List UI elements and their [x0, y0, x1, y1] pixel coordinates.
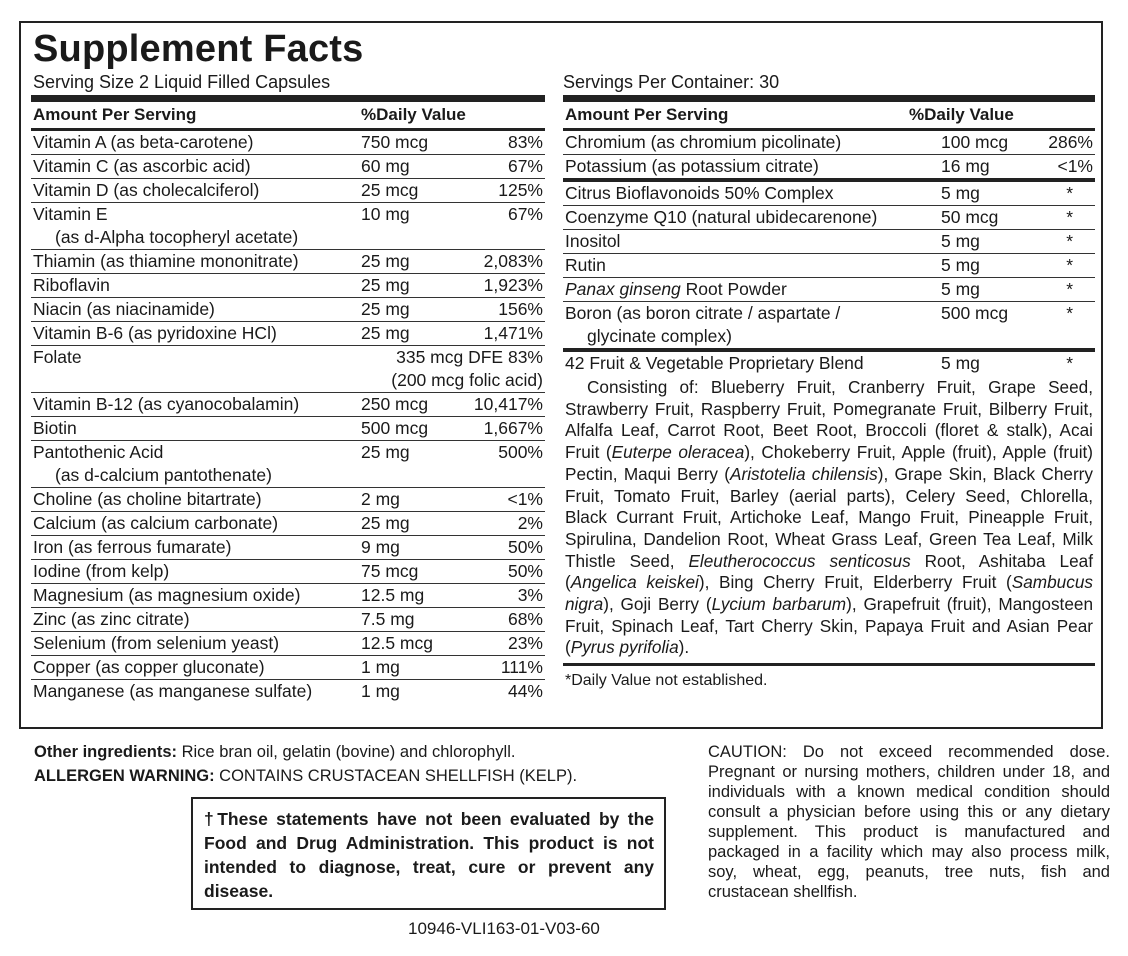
nutrient-amount: 25 mg	[361, 442, 410, 462]
latin-name: Panax ginseng	[565, 279, 681, 299]
thick-divider	[563, 95, 1095, 102]
nutrient-row	[31, 680, 545, 703]
nutrient-name: Folate	[33, 347, 82, 367]
nutrient-row	[563, 131, 1095, 155]
nutrient-amount: 60 mg	[361, 156, 410, 176]
thick-divider	[31, 95, 545, 102]
nutrient-name: Coenzyme Q10 (natural ubidecarenone)	[565, 207, 878, 227]
nutrient-name: Iodine (from kelp)	[33, 561, 170, 581]
nutrient-name	[563, 278, 1095, 301]
nutrient-daily-value: 500%	[498, 442, 543, 462]
nutrient-amount: 750 mcg	[361, 132, 429, 152]
blend-text: Consisting of: Blueberry Fruit, Cranberry Fruit, Grape Seed, Strawberry Fruit, Raspberry Fruit, Pomegranate Fruit, Bilberry Fruit, Alfalfa Leaf, Carrot Root, Beet Root, Broccoli (floret & stalk), Acai Fruit (	[565, 377, 1093, 463]
other-ingredients-label: Other ingredients:	[34, 743, 178, 761]
allergen-warning-text: CONTAINS CRUSTACEAN SHELLFISH (KELP).	[214, 767, 578, 785]
nutrient-row	[31, 346, 545, 393]
nutrient-row	[31, 512, 545, 536]
nutrient-amount: 335 mcg DFE 83%	[396, 347, 543, 367]
nutrient-name: Manganese (as manganese sulfate)	[33, 681, 313, 701]
nutrient-amount: 5 mg	[941, 231, 980, 251]
nutrient-amount: 500 mcg	[941, 303, 1009, 323]
nutrient-daily-value: *	[1066, 303, 1073, 323]
nutrient-name: Boron (as boron citrate / aspartate /	[565, 303, 841, 323]
nutrient-row	[31, 179, 545, 203]
nutrient-row	[31, 656, 545, 680]
nutrient-row	[563, 182, 1095, 206]
daily-value-footnote: *Daily Value not established.	[565, 672, 768, 690]
nutrient-daily-value: 44%	[507, 681, 543, 701]
nutrient-amount: 5 mg	[941, 183, 980, 203]
nutrient-daily-value: <1%	[507, 489, 543, 509]
nutrient-detail: (200 mcg folic acid)	[391, 370, 543, 390]
nutrient-daily-value: 67%	[507, 204, 543, 224]
nutrient-name: Iron (as ferrous fumarate)	[33, 537, 232, 557]
nutrient-daily-value: 50%	[507, 537, 543, 557]
proprietary-blend-ingredients	[563, 375, 1095, 666]
nutrient-name: Citrus Bioflavonoids 50% Complex	[565, 183, 834, 203]
nutrient-daily-value: 3%	[517, 585, 543, 605]
nutrient-amount: 25 mg	[361, 513, 410, 533]
nutrient-amount: 50 mcg	[941, 207, 999, 227]
nutrient-daily-value: *	[1066, 353, 1073, 373]
nutrient-name: Biotin	[33, 418, 77, 438]
nutrient-name: Magnesium (as magnesium oxide)	[33, 585, 301, 605]
nutrient-row	[563, 155, 1095, 182]
nutrient-amount: 10 mg	[361, 204, 410, 224]
daily-value-heading: %Daily Value	[361, 105, 466, 124]
nutrient-daily-value: <1%	[1057, 156, 1093, 176]
allergen-warning-label: ALLERGEN WARNING:	[34, 767, 215, 785]
blend-latin-name: Angelica keiskei	[570, 572, 699, 593]
blend-latin-name: Pyrus pyrifolia	[570, 637, 679, 658]
nutrient-daily-value: *	[1066, 255, 1073, 275]
serving-size: Serving Size 2 Liquid Filled Capsules	[33, 72, 331, 92]
nutrient-name: Vitamin C (as ascorbic acid)	[33, 156, 251, 176]
nutrient-row	[31, 322, 545, 346]
nutrient-name: Thiamin (as thiamine mononitrate)	[33, 251, 299, 271]
nutrient-name: Vitamin E	[33, 204, 108, 224]
blend-text: ), Goji Berry (	[603, 594, 712, 615]
nutrient-row	[31, 417, 545, 441]
blend-text: ), Grapefruit (fruit), Mangosteen Fruit, Spinach Leaf, Tart Cherry Skin, Papaya Fruit and Asian Pear (	[565, 594, 1094, 658]
blend-latin-name: Eleutherococcus senticosus	[688, 550, 911, 571]
nutrient-name: Pantothenic Acid	[33, 442, 164, 462]
nutrient-name: Copper (as copper gluconate)	[33, 657, 265, 677]
nutrient-row	[31, 250, 545, 274]
nutrient-daily-value: 10,417%	[473, 394, 543, 414]
nutrient-daily-value: *	[1066, 183, 1073, 203]
column-header	[31, 102, 545, 131]
nutrient-row	[31, 274, 545, 298]
amount-per-serving-heading: Amount Per Serving	[33, 105, 197, 124]
column-header	[563, 102, 1095, 131]
nutrient-name: Inositol	[565, 231, 621, 251]
fda-disclaimer-box: †These statements have not been evaluated by the Food and Drug Administration. This product is not intended to diagnose, treat, cure or prevent any disease.	[191, 797, 666, 910]
nutrient-amount: 25 mcg	[361, 180, 419, 200]
nutrient-amount: 1 mg	[361, 657, 400, 677]
nutrient-amount: 2 mg	[361, 489, 400, 509]
caution-text: CAUTION: Do not exceed recommended dose. Pregnant or nursing mothers, children under 18, and individuals with a known medical condition should consult a physician before using this or any dietary supplement. This product is manufactured and packaged in a facility which may also process milk, soy, wheat, egg, peanuts, tree nuts, fish and crustacean shellfish.	[708, 743, 1110, 901]
nutrient-amount: 75 mcg	[361, 561, 419, 581]
nutrient-name: Riboflavin	[33, 275, 110, 295]
amount-per-serving-heading: Amount Per Serving	[565, 105, 729, 124]
daily-value-heading: %Daily Value	[909, 105, 1014, 124]
blend-latin-name: Euterpe oleracea	[611, 442, 745, 463]
nutrient-row	[31, 560, 545, 584]
nutrient-daily-value: 111%	[500, 657, 543, 677]
nutrient-daily-value: 156%	[498, 299, 543, 319]
nutrient-daily-value: *	[1066, 207, 1073, 227]
nutrient-row	[563, 302, 1095, 352]
nutrient-row	[31, 298, 545, 322]
nutrient-amount: 250 mcg	[361, 394, 429, 414]
nutrient-daily-value: 2,083%	[483, 251, 543, 271]
nutrient-amount: 1 mg	[361, 681, 400, 701]
nutrient-row	[31, 155, 545, 179]
nutrient-row	[31, 536, 545, 560]
nutrient-amount: 5 mg	[941, 353, 980, 373]
blend-text: ), Bing Cherry Fruit, Elderberry Fruit (	[698, 572, 1012, 593]
other-ingredients-block	[34, 740, 577, 788]
nutrient-daily-value: 50%	[507, 561, 543, 581]
nutrient-row	[31, 393, 545, 417]
nutrient-name: Selenium (from selenium yeast)	[33, 633, 280, 653]
nutrient-daily-value: 2%	[517, 513, 543, 533]
blend-latin-name: Aristotelia chilensis	[730, 463, 878, 484]
nutrient-row	[31, 203, 545, 250]
nutrient-name: Vitamin B-6 (as pyridoxine HCl)	[33, 323, 277, 343]
nutrient-amount: 25 mg	[361, 299, 410, 319]
nutrient-daily-value: 83%	[507, 132, 543, 152]
nutrient-row	[31, 131, 545, 155]
nutrient-source: (as d-Alpha tocopheryl acetate)	[55, 227, 299, 247]
nutrient-row	[31, 441, 545, 488]
right-column	[563, 95, 1095, 692]
nutrient-daily-value: *	[1066, 279, 1073, 299]
nutrient-list-left	[31, 131, 545, 703]
blend-text: Root, Ashitaba Leaf (	[565, 550, 1094, 593]
nutrient-amount: 9 mg	[361, 537, 400, 557]
nutrient-daily-value: 1,667%	[483, 418, 543, 438]
nutrient-name: Vitamin B-12 (as cyanocobalamin)	[33, 394, 300, 414]
product-code: 10946-VLI163-01-V03-60	[408, 919, 600, 938]
nutrient-name: 42 Fruit & Vegetable Proprietary Blend	[565, 353, 864, 373]
other-ingredients-text: Rice bran oil, gelatin (bovine) and chlorophyll.	[177, 743, 516, 761]
other-ingredients	[34, 740, 577, 764]
nutrient-amount: 12.5 mcg	[361, 633, 433, 653]
nutrient-source: glycinate complex)	[587, 326, 732, 346]
blend-text: ).	[678, 637, 690, 658]
nutrient-row	[563, 230, 1095, 254]
nutrient-amount: 12.5 mg	[361, 585, 425, 605]
nutrient-daily-value: 23%	[507, 633, 543, 653]
nutrient-name: Vitamin A (as beta-carotene)	[33, 132, 254, 152]
left-column	[31, 95, 545, 703]
blend-latin-name: Sambucus nigra	[565, 572, 1093, 615]
nutrient-name: Potassium (as potassium citrate)	[565, 156, 819, 176]
nutrient-row	[563, 254, 1095, 278]
nutrient-daily-value: 125%	[498, 180, 543, 200]
nutrient-daily-value: 67%	[507, 156, 543, 176]
nutrient-source: (as d-calcium pantothenate)	[55, 465, 272, 485]
nutrient-amount: 500 mcg	[361, 418, 429, 438]
servings-per-container: Servings Per Container: 30	[563, 72, 780, 92]
nutrient-row	[563, 206, 1095, 230]
nutrient-daily-value: 286%	[1048, 132, 1093, 152]
nutrient-daily-value: 1,923%	[483, 275, 543, 295]
nutrient-row	[31, 608, 545, 632]
nutrient-name: Niacin (as niacinamide)	[33, 299, 215, 319]
nutrient-daily-value: 68%	[507, 609, 543, 629]
nutrient-name: Chromium (as chromium picolinate)	[565, 132, 842, 152]
nutrient-daily-value: 1,471%	[483, 323, 543, 343]
nutrient-row	[563, 278, 1095, 302]
nutrient-amount: 25 mg	[361, 275, 410, 295]
panel-title: Supplement Facts	[33, 28, 364, 70]
nutrient-name-rest: Root Powder	[680, 279, 787, 299]
allergen-warning	[34, 764, 577, 788]
nutrient-amount: 5 mg	[941, 255, 980, 275]
nutrient-row	[31, 488, 545, 512]
nutrient-row	[31, 632, 545, 656]
blend-text: ), Grape Skin, Black Cherry Fruit, Tomato Fruit, Barley (aerial parts), Celery Seed, Chlorella, Black Currant Fruit, Artichoke Leaf, Mango Fruit, Pineapple Fruit, Spirulina, Dandelion Root, Wheat Grass Leaf, Green Tea Leaf, Milk Thistle Seed,	[565, 463, 1093, 571]
nutrient-amount: 7.5 mg	[361, 609, 415, 629]
nutrient-name: Choline (as choline bitartrate)	[33, 489, 262, 509]
nutrient-amount: 16 mg	[941, 156, 990, 176]
nutrient-amount: 25 mg	[361, 251, 410, 271]
nutrient-row	[563, 352, 1095, 375]
nutrient-amount: 5 mg	[941, 279, 980, 299]
nutrient-list-right	[563, 131, 1095, 375]
supplement-facts-panel	[19, 21, 1103, 729]
nutrient-name: Vitamin D (as cholecalciferol)	[33, 180, 260, 200]
nutrient-amount: 25 mg	[361, 323, 410, 343]
nutrient-daily-value: *	[1066, 231, 1073, 251]
blend-latin-name: Lycium barbarum	[711, 594, 847, 615]
nutrient-row	[31, 584, 545, 608]
blend-text: ), Chokeberry Fruit, Apple (fruit), Apple (fruit) Pectin, Maqui Berry (	[565, 442, 1094, 484]
nutrient-name: Rutin	[565, 255, 606, 275]
nutrient-name: Calcium (as calcium carbonate)	[33, 513, 279, 533]
nutrient-amount: 100 mcg	[941, 132, 1009, 152]
nutrient-name: Zinc (as zinc citrate)	[33, 609, 190, 629]
